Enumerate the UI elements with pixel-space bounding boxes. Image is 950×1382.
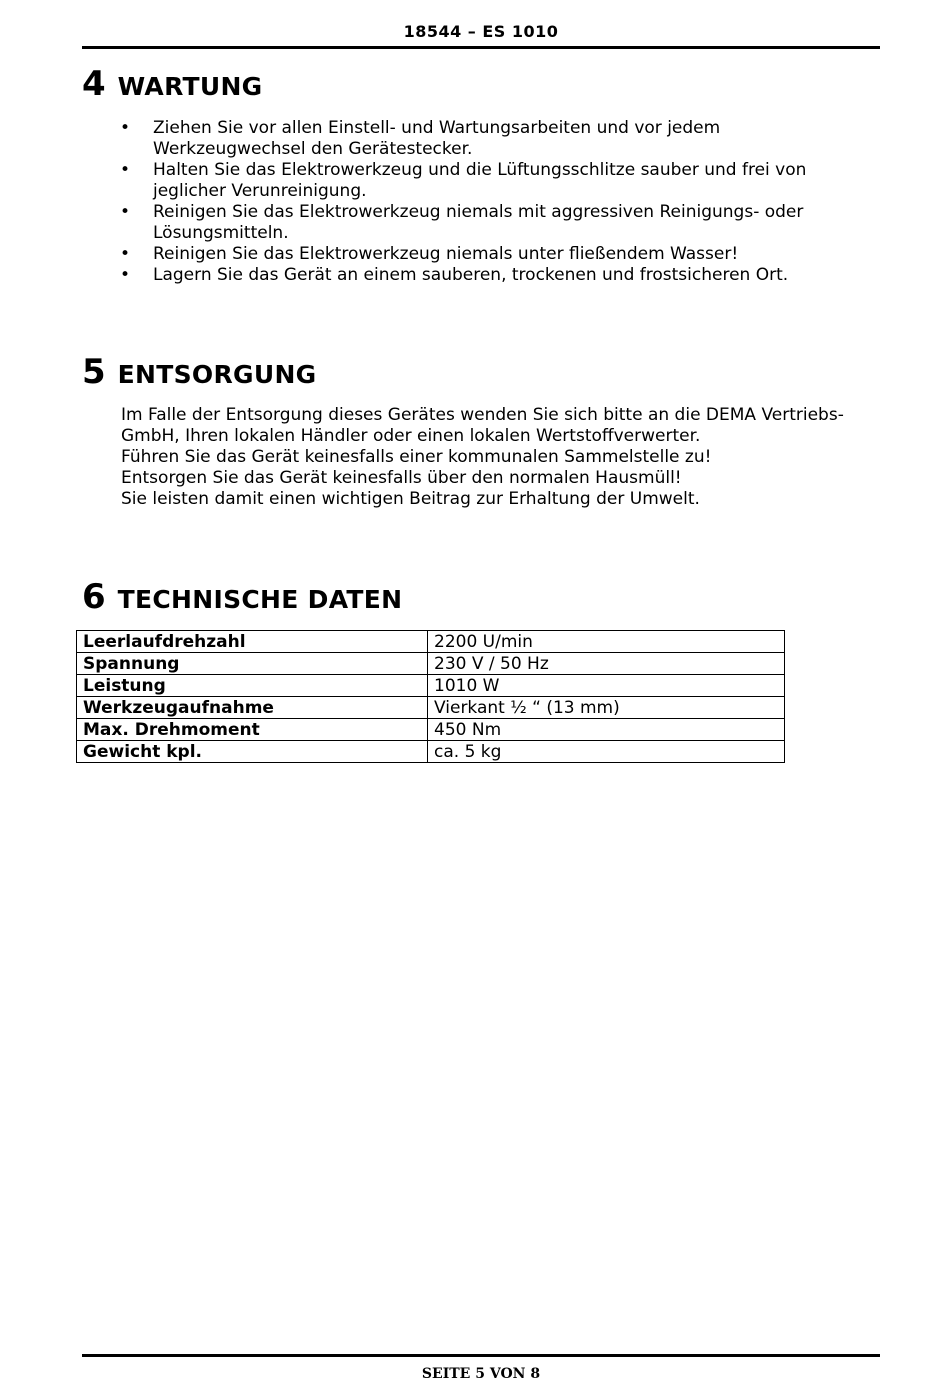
list-item-text: jeglicher Verunreinigung. bbox=[153, 181, 367, 201]
table-row bbox=[77, 653, 785, 675]
document-header-title: 18544 – ES 1010 bbox=[403, 22, 559, 41]
spec-label: Max. Drehmoment bbox=[77, 719, 428, 741]
list-item-text: Lösungsmitteln. bbox=[153, 223, 289, 243]
list-item bbox=[120, 244, 860, 265]
paragraph-line: GmbH, Ihren lokalen Händler oder einen lokalen Wertstoffverwerter. bbox=[121, 426, 701, 446]
bullet-icon: • bbox=[120, 118, 131, 138]
paragraph-line: Führen Sie das Gerät keinesfalls einer kommunalen Sammelstelle zu! bbox=[121, 447, 712, 467]
spec-value: ca. 5 kg bbox=[428, 741, 785, 763]
table-row bbox=[77, 697, 785, 719]
table-row bbox=[77, 719, 785, 741]
section-title: TECHNISCHE DATEN bbox=[117, 585, 403, 614]
section-title: ENTSORGUNG bbox=[117, 360, 317, 389]
list-item-text: Reinigen Sie das Elektrowerkzeug niemals unter fließendem Wasser! bbox=[153, 244, 739, 264]
list-item-text: Ziehen Sie vor allen Einstell- und Wartungsarbeiten und vor jedem bbox=[153, 118, 721, 138]
disposal-paragraph bbox=[121, 405, 881, 510]
table-row bbox=[77, 675, 785, 697]
paragraph-line: Sie leisten damit einen wichtigen Beitrag zur Erhaltung der Umwelt. bbox=[121, 489, 700, 509]
spec-value: Vierkant ½ “ (13 mm) bbox=[428, 697, 785, 719]
table-row bbox=[77, 631, 785, 653]
section-heading-technische-daten bbox=[82, 577, 402, 617]
list-item bbox=[120, 202, 860, 244]
section-number: 5 bbox=[82, 352, 106, 392]
spec-value: 2200 U/min bbox=[428, 631, 785, 653]
spec-label: Leerlaufdrehzahl bbox=[77, 631, 428, 653]
list-item bbox=[120, 118, 860, 160]
paragraph-line: Entsorgen Sie das Gerät keinesfalls über den normalen Hausmüll! bbox=[121, 468, 682, 488]
maintenance-bullet-list bbox=[120, 118, 860, 286]
bullet-icon: • bbox=[120, 244, 131, 264]
spec-value: 450 Nm bbox=[428, 719, 785, 741]
spec-label: Werkzeugaufnahme bbox=[77, 697, 428, 719]
paragraph-line: Im Falle der Entsorgung dieses Gerätes wenden Sie sich bitte an die DEMA Vertriebs- bbox=[121, 405, 844, 425]
list-item bbox=[120, 160, 860, 202]
section-heading-entsorgung bbox=[82, 352, 317, 392]
technical-data-table bbox=[76, 630, 785, 763]
section-heading-wartung bbox=[82, 64, 263, 104]
spec-label: Spannung bbox=[77, 653, 428, 675]
table-row bbox=[77, 741, 785, 763]
list-item-text: Reinigen Sie das Elektrowerkzeug niemals mit aggressiven Reinigungs- oder bbox=[153, 202, 804, 222]
list-item bbox=[120, 265, 860, 286]
bullet-icon: • bbox=[120, 202, 131, 222]
section-title: WARTUNG bbox=[117, 72, 263, 101]
header-rule bbox=[82, 46, 880, 49]
spec-label: Leistung bbox=[77, 675, 428, 697]
spec-value: 1010 W bbox=[428, 675, 785, 697]
footer-rule bbox=[82, 1354, 880, 1357]
spec-label: Gewicht kpl. bbox=[77, 741, 428, 763]
list-item-text: Werkzeugwechsel den Gerätestecker. bbox=[153, 139, 473, 159]
list-item-text: Halten Sie das Elektrowerkzeug und die Lüftungsschlitze sauber und frei von bbox=[153, 160, 807, 180]
list-item-text: Lagern Sie das Gerät an einem sauberen, trockenen und frostsicheren Ort. bbox=[153, 265, 789, 285]
section-number: 4 bbox=[82, 64, 106, 104]
spec-value: 230 V / 50 Hz bbox=[428, 653, 785, 675]
section-number: 6 bbox=[82, 577, 106, 617]
page-number: SEITE 5 VON 8 bbox=[421, 1366, 541, 1382]
bullet-icon: • bbox=[120, 265, 131, 285]
bullet-icon: • bbox=[120, 160, 131, 180]
